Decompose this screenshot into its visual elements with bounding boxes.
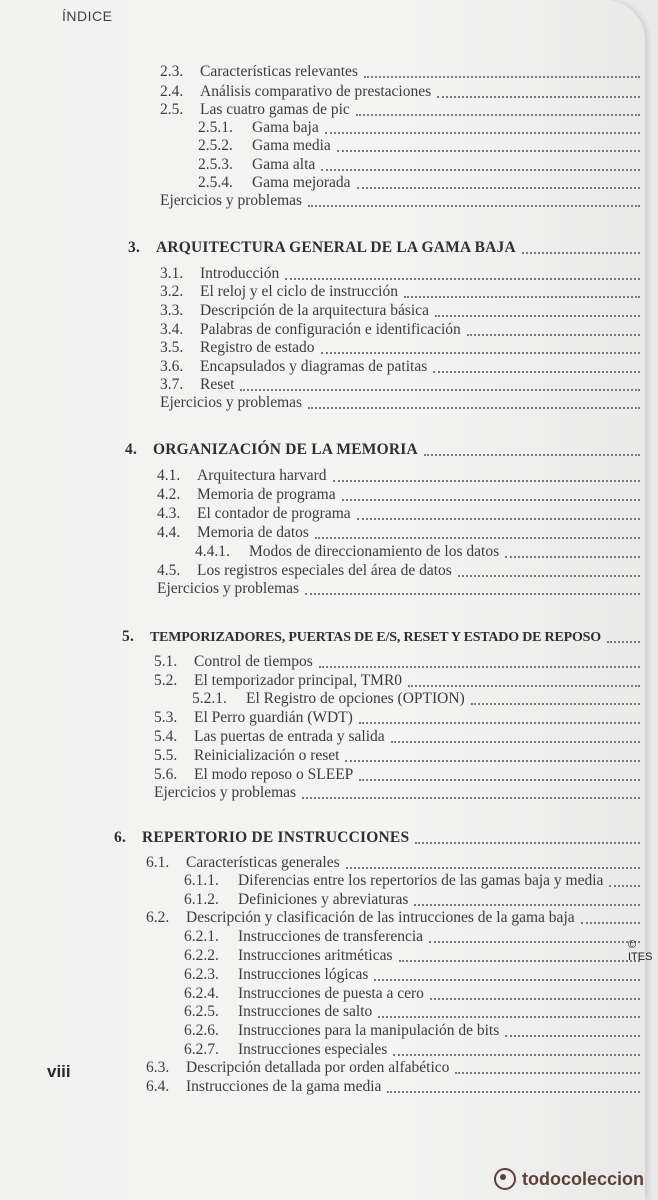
toc-dot-leader [522,250,640,254]
toc-entry-title: ARQUITECTURA GENERAL DE LA GAMA BAJA [156,239,516,256]
toc-entry-title: El Registro de opciones (OPTION) [246,690,465,707]
toc-entry-title: Gama media [252,137,331,154]
toc-entry-title: Control de tiempos [194,653,313,670]
toc-row [0,746,645,765]
toc-row [0,264,645,283]
toc-dot-leader [399,958,640,962]
toc-dot-leader [321,350,640,354]
toc-row [0,466,645,485]
toc-entry-title: El reloj y el ciclo de instrucción [200,283,398,300]
toc-chapter-row [0,627,645,646]
toc-chapter-row [0,238,645,257]
toc-entry-title: Diferencias entre los repertorios de las gamas baja y media [238,872,604,889]
toc-entry-number: 6.1.1. [184,872,219,889]
toc-entry-title: Ejercicios y problemas [154,784,297,801]
toc-dot-leader [435,313,640,317]
side-mark: © ITES [628,939,653,963]
toc-row [0,100,645,119]
toc-entry-number: 3.4. [160,321,184,338]
toc-row [0,191,645,210]
toc-entry-title: Características relevantes [200,63,358,80]
toc-dot-leader [359,777,640,781]
toc-row [0,338,645,357]
toc-dot-leader [345,758,640,762]
toc-row [0,504,645,523]
toc-entry-number: 2.5.3. [198,156,233,173]
toc-entry-number: 4.5. [157,562,181,579]
toc-entry-number: 5.2.1. [192,690,227,707]
toc-entry-number: 4. [125,441,138,458]
toc-dot-leader [414,902,640,906]
toc-entry-number: 6. [114,829,127,846]
toc-row [0,1021,645,1040]
toc-entry-number: 6.2.3. [184,966,219,983]
toc-row [0,927,645,946]
toc-entry-title: Instrucciones de la gama media [186,1078,382,1095]
toc-entry-number: 5.6. [154,766,178,783]
toc-entry-title: TEMPORIZADORES, PUERTAS DE E/S, RESET Y ESTADO DE REPOSO [150,630,601,645]
toc-row [0,652,645,671]
toc-entry-title: Gama alta [252,156,316,173]
toc-entry-title: Palabras de configuración e identificación [200,321,461,338]
toc-row [0,708,645,727]
toc-dot-leader [408,683,640,687]
toc-entry-number: 6.2.6. [184,1022,219,1039]
toc-dot-leader [374,977,640,981]
watermark [494,1168,644,1190]
toc-dot-leader [333,478,640,482]
toc-entry-number: 3. [128,239,141,256]
toc-entry-title: Arquitectura harvard [197,467,327,484]
toc-dot-leader [315,535,640,539]
toc-dot-leader [337,148,640,152]
toc-entry-title: Las cuatro gamas de pic [200,101,350,118]
toc-dot-leader [607,639,640,643]
toc-dot-leader [458,573,640,577]
toc-dot-leader [393,1052,640,1056]
toc-entry-number: 5.5. [154,747,178,764]
toc-entry-number: 6.2. [146,909,170,926]
toc-dot-leader [391,739,640,743]
toc-entry-title: El temporizador principal, TMR0 [194,672,403,689]
toc-entry-number: 3.1. [160,265,184,282]
toc-row [0,301,645,320]
toc-dot-leader [325,130,640,134]
toc-dot-leader [308,203,640,207]
toc-entry-number: 3.7. [160,376,184,393]
toc-entry-number: 2.5.1. [198,119,233,136]
toc-entry-number: 5.2. [154,672,178,689]
toc-row [0,561,645,580]
toc-row [0,946,645,965]
toc-entry-title: Definiciones y abreviaturas [238,891,409,908]
toc-entry-title: Descripción detallada por orden alfabético [186,1059,450,1076]
toc-entry-title: Descripción de la arquitectura básica [200,302,429,319]
toc-entry-number: 4.3. [157,505,181,522]
toc-row [0,320,645,339]
toc-entry-title: Ejercicios y problemas [160,394,303,411]
toc-entry-number: 6.2.2. [184,947,219,964]
toc-dot-leader [305,591,640,595]
toc-dot-leader [302,795,640,799]
toc-dot-leader [581,920,640,924]
toc-entry-number: 6.3. [146,1059,170,1076]
toc-entry-title: Ejercicios y problemas [160,192,303,209]
toc-row [0,853,645,872]
toc-dot-leader [455,1070,640,1074]
page-number: viii [47,1062,71,1081]
toc-dot-leader [471,701,640,705]
toc-row [0,136,645,155]
toc-entry-title: Instrucciones de puesta a cero [238,985,424,1002]
toc-row [0,357,645,376]
page-header: ÍNDICE [62,8,113,24]
toc-entry-title: Gama mejorada [252,174,351,191]
toc-row [0,1002,645,1021]
toc-chapter-row [0,440,645,459]
toc-entry-number: 4.1. [157,467,181,484]
toc-row [0,118,645,137]
toc-dot-leader [308,405,640,409]
toc-dot-leader [430,996,640,1000]
toc-entry-number: 2.5.4. [198,174,233,191]
toc-entry-title: Introducción [200,265,280,282]
toc-row [0,689,645,708]
toc-dot-leader [433,369,640,373]
toc-dot-leader [505,554,640,558]
toc-entry-number: 6.4. [146,1078,170,1095]
toc-entry-title: Las puertas de entrada y salida [194,728,385,745]
toc-dot-leader [609,883,640,887]
toc-row [0,375,645,394]
toc-entry-number: 3.5. [160,339,184,356]
toc-row [0,155,645,174]
toc-row [0,82,645,101]
toc-row [0,1058,645,1077]
toc-entry-title: Análisis comparativo de prestaciones [200,83,432,100]
toc-entry-title: Memoria de programa [197,486,336,503]
toc-entry-title: Memoria de datos [197,524,309,541]
toc-entry-number: 5.4. [154,728,178,745]
toc-entry-number: 5.3. [154,709,178,726]
toc-entry-number: 2.4. [160,83,184,100]
toc-dot-leader [429,939,640,943]
toc-row [0,890,645,909]
toc-entry-title: Instrucciones de transferencia [238,928,424,945]
toc-entry-title: Instrucciones especiales [238,1041,388,1058]
toc-dot-leader [285,276,640,280]
toc-entry-title: Instrucciones aritméticas [238,947,393,964]
toc-entry-title: Instrucciones para la manipulación de bits [238,1022,500,1039]
toc-entry-title: ORGANIZACIÓN DE LA MEMORIA [153,441,418,458]
toc-row [0,871,645,890]
toc-entry-number: 3.6. [160,358,184,375]
toc-entry-title: Los registros especiales del área de datos [197,562,452,579]
toc-row [0,542,645,561]
toc-dot-leader [415,840,640,844]
toc-entry-title: Instrucciones lógicas [238,966,369,983]
toc-entry-number: 2.5.2. [198,137,233,154]
toc-dot-leader [404,294,640,298]
toc-row [0,965,645,984]
toc-entry-number: 6.2.4. [184,985,219,1002]
toc-row [0,62,645,81]
toc-entry-title: Reinicialización o reset [194,747,340,764]
toc-dot-leader [357,185,640,189]
toc-entry-number: 2.5. [160,101,184,118]
toc-entry-title: Encapsulados y diagramas de patitas [200,358,428,375]
toc-row [0,282,645,301]
toc-entry-title: Reset [200,376,235,393]
toc-row [0,173,645,192]
toc-entry-title: Modos de direccionamiento de los datos [249,543,500,560]
toc-dot-leader [319,664,640,668]
toc-entry-number: 4.4. [157,524,181,541]
toc-entry-number: 6.1.2. [184,891,219,908]
toc-entry-number: 6.2.1. [184,928,219,945]
toc-dot-leader [387,1089,640,1093]
toc-row [0,671,645,690]
toc-row [0,393,645,412]
toc-entry-title: Descripción y clasificación de las intrucciones de la gama baja [186,909,575,926]
toc-dot-leader [378,1014,640,1018]
toc-dot-leader [346,865,640,869]
toc-entry-number: 5. [122,628,135,645]
toc-dot-leader [437,94,640,98]
toc-row [0,1077,645,1096]
toc-entry-number: 5.1. [154,653,178,670]
toc-dot-leader [357,516,640,520]
toc-dot-leader [364,74,640,78]
toc-entry-title: Gama baja [252,119,319,136]
toc-entry-number: 6.2.5. [184,1003,219,1020]
toc-entry-title: El contador de programa [197,505,351,522]
toc-entry-number: 4.4.1. [195,543,230,560]
toc-row [0,984,645,1003]
toc-entry-number: 3.2. [160,283,184,300]
watermark-text: todocoleccion [521,1168,644,1189]
toc-entry-title: El modo reposo o SLEEP [194,766,354,783]
toc-dot-leader [342,497,640,501]
watermark-logo-icon [494,1168,516,1190]
toc-entry-title: El Perro guardián (WDT) [194,709,353,726]
toc-chapter-row [0,828,645,847]
toc-entry-number: 4.2. [157,486,181,503]
toc-row [0,523,645,542]
toc-row [0,579,645,598]
toc-dot-leader [424,452,640,456]
toc-dot-leader [356,112,640,116]
toc-dot-leader [467,332,640,336]
toc-entry-number: 3.3. [160,302,184,319]
toc-entry-title: REPERTORIO DE INSTRUCCIONES [142,829,410,846]
toc-row [0,485,645,504]
toc-entry-title: Características generales [186,854,340,871]
toc-row [0,727,645,746]
toc-dot-leader [321,167,640,171]
toc-row [0,1040,645,1059]
toc-entry-title: Registro de estado [200,339,315,356]
toc-row [0,908,645,927]
toc-row [0,783,645,802]
toc-dot-leader [359,720,640,724]
toc-entry-number: 6.1. [146,854,170,871]
toc-dot-leader [240,387,640,391]
toc-entry-title: Instrucciones de salto [238,1003,373,1020]
toc-entry-number: 2.3. [160,63,184,80]
toc-dot-leader [505,1033,640,1037]
toc-row [0,765,645,784]
toc-entry-number: 6.2.7. [184,1041,219,1058]
toc-entry-title: Ejercicios y problemas [157,580,300,597]
